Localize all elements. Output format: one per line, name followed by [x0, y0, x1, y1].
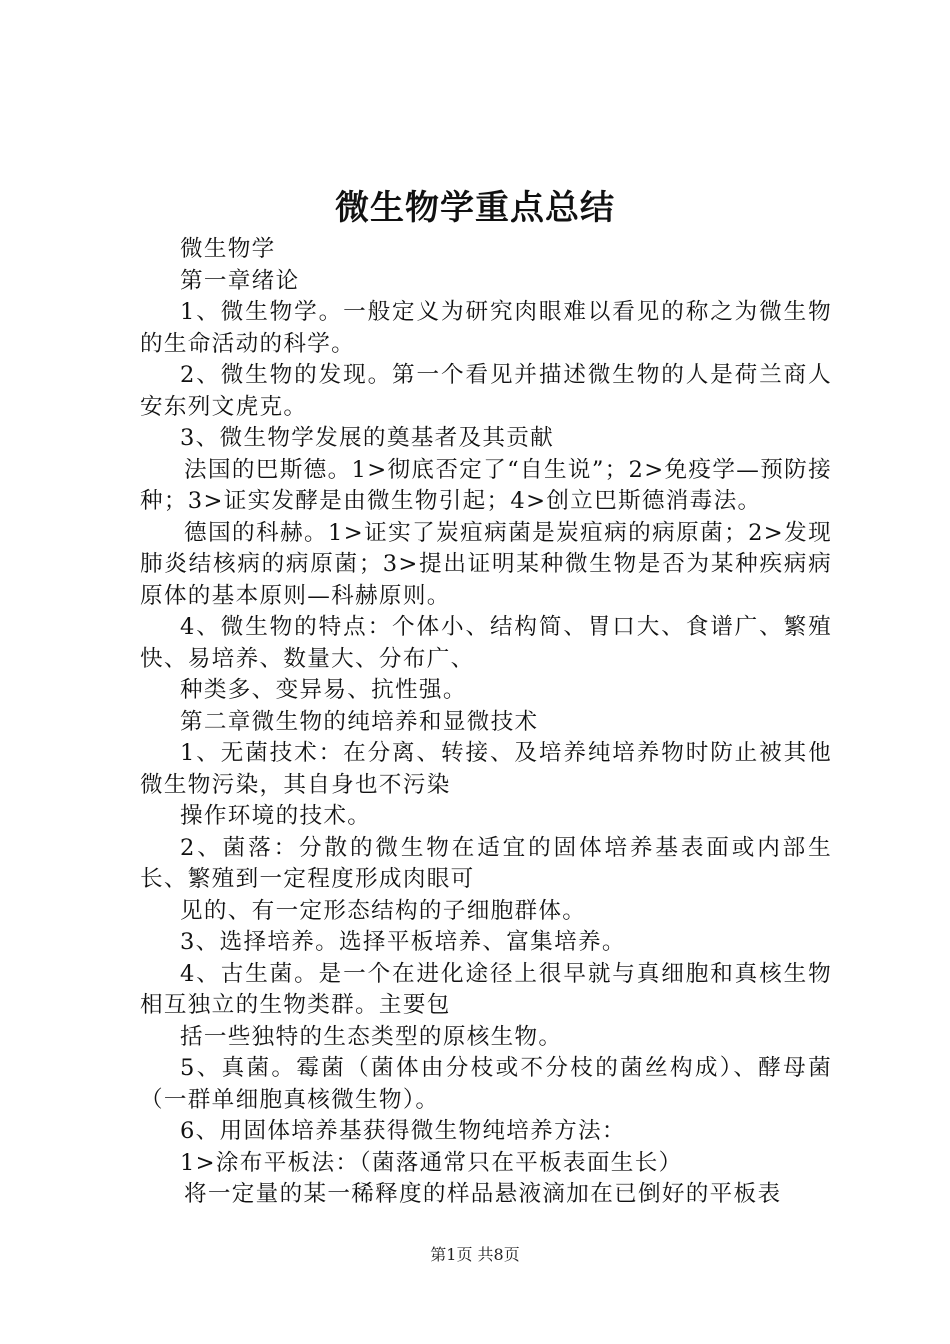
paragraph: 3、微生物学发展的奠基者及其贡献: [180, 425, 555, 451]
paragraph: 6、用固体培养基获得微生物纯培养方法：: [180, 1118, 626, 1144]
paragraph: 微生物学: [180, 236, 276, 262]
paragraph: 法国的巴斯德。1>彻底否定了“自生说”；2>免疫学—预防接种；3>证实发酵是由微生物引起；4>创立巴斯德消毒法。: [140, 456, 832, 514]
paragraph: 2、微生物的发现。第一个看见并描述微生物的人是荷兰商人安东列文虎克。: [140, 362, 832, 420]
paragraph: 括一些独特的生态类型的原核生物。: [180, 1023, 563, 1050]
paragraph: 操作环境的技术。: [180, 803, 372, 829]
paragraph: 4、微生物的特点：个体小、结构简、胃口大、食谱广、繁殖快、易培养、数量大、分布广、: [140, 614, 832, 672]
paragraph: 4、古生菌。是一个在进化途径上很早就与真细胞和真核生物相互独立的生物类群。主要包: [140, 960, 832, 1018]
page-number-footer: 第1页 共8页: [430, 1245, 520, 1264]
paragraph: 1>涂布平板法：（菌落通常只在平板表面生长）: [180, 1149, 683, 1176]
chapter-heading: 第二章微生物的纯培养和显微技术: [180, 708, 539, 735]
paragraph: 2、菌落：分散的微生物在适宜的固体培养基表面或内部生长、繁殖到一定程度形成肉眼可: [140, 834, 832, 892]
paragraph: 种类多、变异易、抗性强。: [180, 677, 467, 703]
paragraph: 1、微生物学。一般定义为研究肉眼难以看见的称之为微生物的生命活动的科学。: [140, 299, 832, 357]
paragraph: 将一定量的某一稀释度的样品悬液滴加在已倒好的平板表: [184, 1181, 782, 1207]
paragraph: 1、无菌技术：在分离、转接、及培养纯培养物时防止被其他微生物污染，其自身也不污染: [140, 740, 832, 798]
paragraph: 德国的科赫。1>证实了炭疽病菌是炭疽病的病原菌；2>发现肺炎结核病的病原菌；3>提出证明某种微生物是否为某种疾病病原体的基本原则—科赫原则。: [140, 519, 832, 609]
page-title: 微生物学重点总结: [335, 188, 615, 228]
chapter-heading: 第一章绪论: [180, 267, 300, 294]
document-body: [140, 234, 832, 1211]
paragraph: 见的、有一定形态结构的子细胞群体。: [180, 897, 587, 924]
paragraph: 5、真菌。霉菌（菌体由分枝或不分枝的菌丝构成）、酵母菌（一群单细胞真核微生物）。: [140, 1055, 832, 1113]
paragraph: 3、选择培养。选择平板培养、富集培养。: [180, 929, 626, 955]
